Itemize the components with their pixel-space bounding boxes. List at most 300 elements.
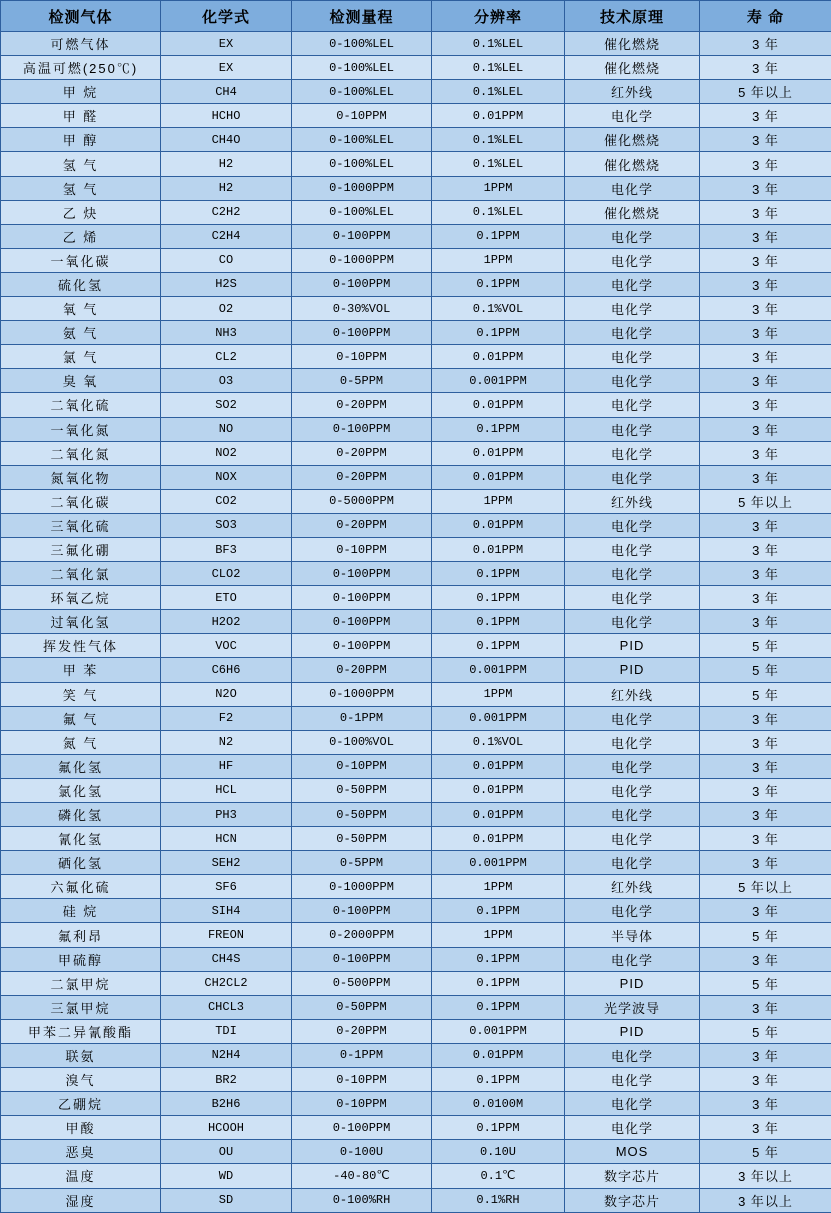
cell-range: 0-100%LEL: [292, 128, 432, 152]
cell-gas: 氯化氢: [1, 778, 161, 802]
cell-technology: 电化学: [565, 441, 700, 465]
cell-lifetime: 3 年: [700, 224, 831, 248]
cell-lifetime: 3 年: [700, 851, 831, 875]
cell-technology: 电化学: [565, 947, 700, 971]
cell-lifetime: 3 年: [700, 513, 831, 537]
cell-lifetime: 5 年: [700, 658, 831, 682]
cell-technology: 电化学: [565, 345, 700, 369]
table-body: [1, 32, 831, 1213]
cell-formula: O2: [161, 297, 292, 321]
cell-lifetime: 3 年: [700, 465, 831, 489]
cell-range: 0-100PPM: [292, 417, 432, 441]
cell-gas: 乙硼烷: [1, 1092, 161, 1116]
cell-resolution: 0.01PPM: [432, 754, 565, 778]
cell-lifetime: 5 年: [700, 1019, 831, 1043]
cell-range: 0-100PPM: [292, 224, 432, 248]
cell-resolution: 0.1%LEL: [432, 32, 565, 56]
cell-range: 0-20PPM: [292, 441, 432, 465]
cell-gas: 温度: [1, 1164, 161, 1188]
cell-lifetime: 5 年: [700, 634, 831, 658]
cell-resolution: 0.01PPM: [432, 513, 565, 537]
table-row: [1, 1019, 831, 1043]
cell-formula: SIH4: [161, 899, 292, 923]
cell-lifetime: 3 年: [700, 248, 831, 272]
cell-range: 0-1000PPM: [292, 248, 432, 272]
cell-gas: 臭 氧: [1, 369, 161, 393]
cell-range: 0-100%LEL: [292, 200, 432, 224]
cell-range: 0-10PPM: [292, 104, 432, 128]
cell-gas: 硅 烷: [1, 899, 161, 923]
cell-technology: MOS: [565, 1140, 700, 1164]
table-row: [1, 297, 831, 321]
cell-gas: 氨 气: [1, 321, 161, 345]
cell-formula: N2: [161, 730, 292, 754]
cell-resolution: 0.1%LEL: [432, 200, 565, 224]
cell-gas: 硫化氢: [1, 272, 161, 296]
cell-formula: CHCL3: [161, 995, 292, 1019]
cell-resolution: 1PPM: [432, 489, 565, 513]
table-row: [1, 345, 831, 369]
cell-resolution: 0.1PPM: [432, 562, 565, 586]
cell-range: 0-10PPM: [292, 345, 432, 369]
table-row: [1, 754, 831, 778]
cell-formula: CO2: [161, 489, 292, 513]
cell-technology: 红外线: [565, 489, 700, 513]
cell-formula: BR2: [161, 1068, 292, 1092]
cell-formula: C2H4: [161, 224, 292, 248]
cell-technology: 电化学: [565, 803, 700, 827]
cell-resolution: 0.01PPM: [432, 803, 565, 827]
cell-lifetime: 3 年: [700, 706, 831, 730]
cell-range: 0-2000PPM: [292, 923, 432, 947]
cell-lifetime: 3 年: [700, 899, 831, 923]
cell-range: 0-20PPM: [292, 513, 432, 537]
table-row: [1, 152, 831, 176]
table-row: [1, 971, 831, 995]
cell-formula: CH4: [161, 80, 292, 104]
cell-range: 0-10PPM: [292, 1092, 432, 1116]
cell-gas: 氮 气: [1, 730, 161, 754]
cell-technology: 电化学: [565, 1043, 700, 1067]
cell-technology: 电化学: [565, 754, 700, 778]
cell-formula: CO: [161, 248, 292, 272]
cell-resolution: 0.1%LEL: [432, 80, 565, 104]
cell-range: 0-5000PPM: [292, 489, 432, 513]
table-row: [1, 248, 831, 272]
cell-technology: 电化学: [565, 297, 700, 321]
cell-gas: 一氧化氮: [1, 417, 161, 441]
cell-gas: 甲 苯: [1, 658, 161, 682]
table-row: [1, 875, 831, 899]
cell-technology: 电化学: [565, 778, 700, 802]
cell-gas: 溴气: [1, 1068, 161, 1092]
cell-lifetime: 3 年: [700, 562, 831, 586]
table-row: [1, 1140, 831, 1164]
cell-technology: 电化学: [565, 393, 700, 417]
cell-resolution: 0.1PPM: [432, 224, 565, 248]
cell-gas: 二氧化氮: [1, 441, 161, 465]
table-row: [1, 465, 831, 489]
cell-technology: 半导体: [565, 923, 700, 947]
table-row: [1, 1068, 831, 1092]
cell-resolution: 0.1PPM: [432, 899, 565, 923]
cell-range: 0-10PPM: [292, 537, 432, 561]
cell-gas: 甲苯二异氰酸酯: [1, 1019, 161, 1043]
cell-resolution: 0.01PPM: [432, 537, 565, 561]
cell-range: 0-50PPM: [292, 995, 432, 1019]
cell-technology: 电化学: [565, 369, 700, 393]
cell-resolution: 0.1%LEL: [432, 56, 565, 80]
cell-gas: 笑 气: [1, 682, 161, 706]
cell-formula: EX: [161, 56, 292, 80]
cell-technology: 催化燃烧: [565, 200, 700, 224]
cell-resolution: 0.01PPM: [432, 345, 565, 369]
cell-lifetime: 3 年: [700, 754, 831, 778]
cell-technology: 红外线: [565, 80, 700, 104]
cell-lifetime: 3 年: [700, 827, 831, 851]
cell-lifetime: 5 年以上: [700, 489, 831, 513]
cell-formula: CH4S: [161, 947, 292, 971]
cell-range: 0-100PPM: [292, 1116, 432, 1140]
table-row: [1, 56, 831, 80]
cell-technology: 电化学: [565, 899, 700, 923]
cell-formula: CH2CL2: [161, 971, 292, 995]
cell-range: 0-100PPM: [292, 610, 432, 634]
cell-gas: 二氧化碳: [1, 489, 161, 513]
table-row: [1, 32, 831, 56]
cell-range: 0-100PPM: [292, 899, 432, 923]
table-row: [1, 1043, 831, 1067]
cell-formula: H2: [161, 176, 292, 200]
cell-resolution: 0.10U: [432, 1140, 565, 1164]
cell-technology: PID: [565, 658, 700, 682]
table-row: [1, 586, 831, 610]
cell-range: 0-1000PPM: [292, 682, 432, 706]
cell-gas: 湿度: [1, 1188, 161, 1212]
cell-resolution: 0.1PPM: [432, 272, 565, 296]
cell-technology: 电化学: [565, 224, 700, 248]
cell-formula: SD: [161, 1188, 292, 1212]
table-row: [1, 1188, 831, 1212]
cell-technology: 电化学: [565, 176, 700, 200]
cell-lifetime: 3 年: [700, 297, 831, 321]
table-row: [1, 128, 831, 152]
cell-resolution: 1PPM: [432, 248, 565, 272]
cell-resolution: 0.1PPM: [432, 610, 565, 634]
cell-resolution: 1PPM: [432, 875, 565, 899]
cell-formula: HCHO: [161, 104, 292, 128]
cell-range: 0-1000PPM: [292, 875, 432, 899]
table-row: [1, 80, 831, 104]
cell-resolution: 0.1PPM: [432, 586, 565, 610]
cell-technology: PID: [565, 971, 700, 995]
cell-lifetime: 3 年: [700, 393, 831, 417]
table-row: [1, 634, 831, 658]
cell-gas: 氢 气: [1, 152, 161, 176]
cell-technology: 电化学: [565, 827, 700, 851]
cell-resolution: 0.01PPM: [432, 441, 565, 465]
cell-technology: 催化燃烧: [565, 152, 700, 176]
cell-resolution: 0.01PPM: [432, 104, 565, 128]
cell-lifetime: 3 年: [700, 778, 831, 802]
cell-range: 0-20PPM: [292, 465, 432, 489]
cell-lifetime: 3 年: [700, 1092, 831, 1116]
table-row: [1, 1164, 831, 1188]
cell-range: 0-500PPM: [292, 971, 432, 995]
cell-gas: 甲硫醇: [1, 947, 161, 971]
table-row: [1, 730, 831, 754]
cell-range: 0-100PPM: [292, 272, 432, 296]
cell-resolution: 0.001PPM: [432, 369, 565, 393]
cell-lifetime: 3 年: [700, 586, 831, 610]
table-row: [1, 224, 831, 248]
cell-formula: NH3: [161, 321, 292, 345]
table-row: [1, 610, 831, 634]
cell-resolution: 0.1PPM: [432, 1068, 565, 1092]
cell-gas: 氰化氢: [1, 827, 161, 851]
cell-formula: NO2: [161, 441, 292, 465]
cell-formula: NO: [161, 417, 292, 441]
cell-resolution: 0.1PPM: [432, 1116, 565, 1140]
cell-gas: 可燃气体: [1, 32, 161, 56]
cell-range: 0-10PPM: [292, 1068, 432, 1092]
cell-resolution: 0.01PPM: [432, 393, 565, 417]
cell-formula: HCOOH: [161, 1116, 292, 1140]
cell-resolution: 0.1PPM: [432, 995, 565, 1019]
cell-range: 0-5PPM: [292, 851, 432, 875]
cell-formula: SEH2: [161, 851, 292, 875]
cell-formula: OU: [161, 1140, 292, 1164]
cell-resolution: 0.1PPM: [432, 417, 565, 441]
cell-gas: 氟利昂: [1, 923, 161, 947]
cell-formula: HF: [161, 754, 292, 778]
cell-technology: PID: [565, 1019, 700, 1043]
cell-resolution: 0.1℃: [432, 1164, 565, 1188]
cell-gas: 甲酸: [1, 1116, 161, 1140]
cell-technology: 红外线: [565, 875, 700, 899]
cell-range: 0-100PPM: [292, 562, 432, 586]
cell-technology: 光学波导: [565, 995, 700, 1019]
column-header-formula: 化学式: [161, 1, 292, 32]
table-row: [1, 682, 831, 706]
table-row: [1, 995, 831, 1019]
cell-resolution: 0.1PPM: [432, 634, 565, 658]
cell-range: 0-100U: [292, 1140, 432, 1164]
cell-gas: 氟 气: [1, 706, 161, 730]
cell-gas: 高温可燃(250℃): [1, 56, 161, 80]
cell-formula: HCN: [161, 827, 292, 851]
cell-range: 0-20PPM: [292, 1019, 432, 1043]
cell-technology: 电化学: [565, 417, 700, 441]
table-row: [1, 489, 831, 513]
cell-gas: 恶臭: [1, 1140, 161, 1164]
cell-formula: H2O2: [161, 610, 292, 634]
table-row: [1, 947, 831, 971]
column-header-resolution: 分辨率: [432, 1, 565, 32]
cell-lifetime: 3 年: [700, 200, 831, 224]
cell-technology: 催化燃烧: [565, 32, 700, 56]
cell-formula: N2H4: [161, 1043, 292, 1067]
cell-formula: WD: [161, 1164, 292, 1188]
cell-range: 0-50PPM: [292, 778, 432, 802]
cell-gas: 三氧化硫: [1, 513, 161, 537]
cell-lifetime: 3 年: [700, 537, 831, 561]
table-row: [1, 562, 831, 586]
table-row: [1, 200, 831, 224]
cell-range: 0-1PPM: [292, 1043, 432, 1067]
cell-technology: 电化学: [565, 730, 700, 754]
cell-lifetime: 3 年: [700, 730, 831, 754]
cell-resolution: 0.01PPM: [432, 465, 565, 489]
cell-gas: 氯 气: [1, 345, 161, 369]
cell-resolution: 0.1%LEL: [432, 128, 565, 152]
cell-gas: 六氟化硫: [1, 875, 161, 899]
table-row: [1, 441, 831, 465]
cell-technology: 电化学: [565, 1092, 700, 1116]
cell-lifetime: 5 年: [700, 682, 831, 706]
cell-range: 0-30%VOL: [292, 297, 432, 321]
cell-gas: 环氧乙烷: [1, 586, 161, 610]
cell-range: 0-10PPM: [292, 754, 432, 778]
cell-gas: 甲 烷: [1, 80, 161, 104]
cell-gas: 过氧化氢: [1, 610, 161, 634]
cell-gas: 联氨: [1, 1043, 161, 1067]
cell-formula: SO3: [161, 513, 292, 537]
cell-resolution: 0.001PPM: [432, 658, 565, 682]
cell-resolution: 0.001PPM: [432, 1019, 565, 1043]
cell-lifetime: 3 年以上: [700, 1188, 831, 1212]
cell-formula: SO2: [161, 393, 292, 417]
column-header-gas: 检测气体: [1, 1, 161, 32]
table-row: [1, 923, 831, 947]
cell-resolution: 0.01PPM: [432, 827, 565, 851]
column-header-lifetime: 寿 命: [700, 1, 831, 32]
cell-range: 0-50PPM: [292, 803, 432, 827]
cell-formula: NOX: [161, 465, 292, 489]
cell-gas: 二氯甲烷: [1, 971, 161, 995]
cell-gas: 氮氧化物: [1, 465, 161, 489]
cell-formula: PH3: [161, 803, 292, 827]
cell-resolution: 0.1PPM: [432, 947, 565, 971]
table-row: [1, 537, 831, 561]
cell-lifetime: 5 年: [700, 971, 831, 995]
cell-gas: 甲 醇: [1, 128, 161, 152]
cell-lifetime: 3 年: [700, 441, 831, 465]
cell-formula: H2: [161, 152, 292, 176]
cell-gas: 三氯甲烷: [1, 995, 161, 1019]
table-row: [1, 827, 831, 851]
cell-lifetime: 3 年: [700, 176, 831, 200]
cell-resolution: 0.1%VOL: [432, 730, 565, 754]
cell-lifetime: 3 年: [700, 321, 831, 345]
cell-range: 0-50PPM: [292, 827, 432, 851]
cell-technology: 电化学: [565, 851, 700, 875]
cell-lifetime: 3 年: [700, 128, 831, 152]
cell-formula: C6H6: [161, 658, 292, 682]
cell-gas: 硒化氢: [1, 851, 161, 875]
cell-technology: 数字芯片: [565, 1164, 700, 1188]
cell-range: 0-5PPM: [292, 369, 432, 393]
cell-lifetime: 5 年以上: [700, 80, 831, 104]
cell-lifetime: 3 年: [700, 947, 831, 971]
cell-range: 0-100PPM: [292, 634, 432, 658]
cell-gas: 三氟化硼: [1, 537, 161, 561]
cell-range: 0-100%VOL: [292, 730, 432, 754]
column-header-range: 检测量程: [292, 1, 432, 32]
cell-lifetime: 3 年: [700, 1116, 831, 1140]
cell-resolution: 0.01PPM: [432, 778, 565, 802]
cell-technology: 电化学: [565, 537, 700, 561]
cell-formula: BF3: [161, 537, 292, 561]
cell-formula: CL2: [161, 345, 292, 369]
cell-resolution: 0.001PPM: [432, 706, 565, 730]
cell-technology: 催化燃烧: [565, 56, 700, 80]
cell-gas: 甲 醛: [1, 104, 161, 128]
cell-formula: H2S: [161, 272, 292, 296]
table-row: [1, 513, 831, 537]
table-row: [1, 706, 831, 730]
cell-gas: 氟化氢: [1, 754, 161, 778]
cell-formula: VOC: [161, 634, 292, 658]
cell-gas: 挥发性气体: [1, 634, 161, 658]
cell-range: 0-100%LEL: [292, 56, 432, 80]
cell-resolution: 0.1%VOL: [432, 297, 565, 321]
cell-range: 0-100%RH: [292, 1188, 432, 1212]
cell-range: 0-100%LEL: [292, 32, 432, 56]
cell-resolution: 0.1%LEL: [432, 152, 565, 176]
cell-formula: EX: [161, 32, 292, 56]
cell-gas: 二氧化氯: [1, 562, 161, 586]
cell-lifetime: 3 年: [700, 610, 831, 634]
table-row: [1, 778, 831, 802]
cell-technology: 电化学: [565, 321, 700, 345]
cell-lifetime: 3 年: [700, 417, 831, 441]
cell-formula: HCL: [161, 778, 292, 802]
cell-formula: ETO: [161, 586, 292, 610]
table-row: [1, 658, 831, 682]
cell-resolution: 1PPM: [432, 682, 565, 706]
cell-gas: 氧 气: [1, 297, 161, 321]
cell-resolution: 0.001PPM: [432, 851, 565, 875]
table-header: [1, 1, 831, 32]
table-row: [1, 272, 831, 296]
cell-lifetime: 5 年以上: [700, 875, 831, 899]
table-row: [1, 393, 831, 417]
cell-range: 0-100%LEL: [292, 80, 432, 104]
cell-formula: B2H6: [161, 1092, 292, 1116]
table-row: [1, 851, 831, 875]
column-header-technology: 技术原理: [565, 1, 700, 32]
cell-lifetime: 3 年: [700, 995, 831, 1019]
cell-formula: O3: [161, 369, 292, 393]
cell-resolution: 1PPM: [432, 923, 565, 947]
cell-range: -40-80℃: [292, 1164, 432, 1188]
cell-lifetime: 5 年: [700, 1140, 831, 1164]
cell-technology: 催化燃烧: [565, 128, 700, 152]
cell-lifetime: 3 年: [700, 104, 831, 128]
cell-technology: PID: [565, 634, 700, 658]
cell-resolution: 0.1PPM: [432, 971, 565, 995]
table-row: [1, 321, 831, 345]
table-row: [1, 104, 831, 128]
cell-lifetime: 3 年: [700, 803, 831, 827]
cell-technology: 电化学: [565, 1116, 700, 1140]
cell-resolution: 0.0100M: [432, 1092, 565, 1116]
cell-gas: 乙 炔: [1, 200, 161, 224]
cell-lifetime: 3 年: [700, 152, 831, 176]
cell-formula: TDI: [161, 1019, 292, 1043]
cell-resolution: 1PPM: [432, 176, 565, 200]
